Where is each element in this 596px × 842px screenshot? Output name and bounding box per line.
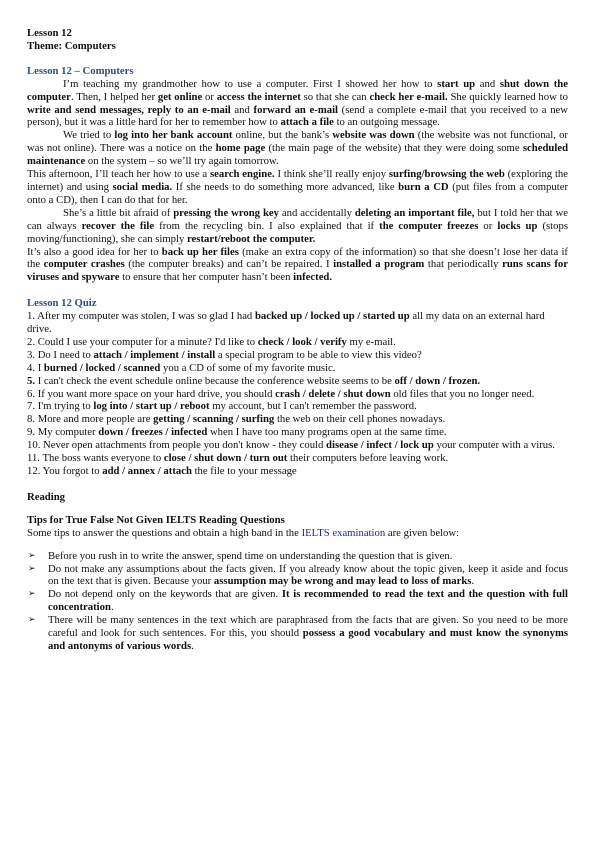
quiz-item — [27, 310, 568, 336]
text-run: Some tips to answer the questions and obtain a high band in the — [27, 526, 302, 539]
bold-phrase: check / look / verify — [257, 335, 347, 348]
text-run: (the main page of the website) that they were doing some — [265, 142, 523, 155]
bold-phrase: 5. — [27, 374, 36, 387]
bold-phrase: log into her bank account — [114, 129, 233, 142]
text-run: old files that you no longer need. — [390, 387, 535, 400]
quiz-item — [27, 349, 568, 362]
document-page — [27, 27, 568, 653]
text-run: but I told her that we can always — [27, 206, 568, 232]
text-run: 8. More and more people are — [27, 413, 154, 426]
text-run: all my data on an external hard drive. — [27, 310, 545, 336]
story-paragraph — [27, 207, 568, 246]
bold-phrase: assumption may be wrong and may lead to loss of marks — [213, 575, 472, 588]
text-run: . — [191, 639, 194, 652]
bold-phrase: locks up — [497, 219, 538, 232]
bold-phrase: attach / implement / install — [93, 348, 216, 361]
story-section — [27, 65, 568, 284]
bold-phrase: runs scans for viruses and spyware — [27, 258, 568, 284]
text-run: 2. Could I use your computer for a minute? I'd like to — [27, 335, 258, 348]
bold-phrase: deleting an important file, — [354, 206, 475, 219]
bold-phrase: add / annex / attach — [102, 465, 192, 477]
quiz-item — [27, 426, 568, 439]
quiz-title: Lesson 12 Quiz — [27, 297, 97, 310]
text-run: It’s also a good idea for her to — [27, 245, 162, 258]
text-run: 7. I'm trying to — [27, 400, 94, 413]
text-run: . Then, I helped her — [70, 90, 158, 103]
bold-phrase: possess a good vocabulary and must know the synonyms and antonyms of various words — [48, 627, 569, 652]
bold-phrase: access the internet — [216, 90, 301, 103]
text-run: I think she’ll really enjoy — [274, 168, 389, 181]
bold-phrase: check her e-mail. — [369, 90, 448, 103]
text-run: to an outgoing message. — [333, 116, 440, 129]
text-run: There will be many sentences in the text which are paraphrased from the facts that are given. So you need to be more careful and look for such sentences. For this, you should — [48, 614, 568, 640]
text-run: the web on their cell phones nowadays. — [274, 413, 446, 426]
story-paragraph — [27, 168, 568, 207]
quiz-list — [27, 310, 568, 478]
bold-phrase: the computer freezes — [379, 219, 479, 232]
bold-phrase: back up her files — [161, 245, 239, 258]
text-run: (the website was not functional, or was not online). There was a notice on the — [27, 129, 568, 155]
arrow-bullet-icon: ➢ — [28, 550, 36, 561]
text-run: 1. After my computer was stolen, I was so glad I had — [27, 310, 255, 323]
bold-phrase: computer crashes — [43, 258, 125, 271]
text-run: 6. If you want more space on your hard drive, you should — [27, 387, 276, 400]
text-run: a special program to be able to view this video? — [215, 348, 422, 361]
text-run: on the system – so we’ll try again tomorrow. — [85, 155, 279, 168]
bold-phrase: burned / locked / scanned — [43, 361, 161, 374]
bold-phrase: recover the file — [81, 219, 155, 232]
text-run: and — [230, 103, 254, 116]
text-run: (put files from a computer onto a CD), then I can do that for her. — [27, 180, 569, 206]
text-run: their computers before leaving work. — [287, 452, 449, 465]
text-run: (send a complete e-mail that you received to a new person), but it was a little hard for her to remember how to — [27, 103, 569, 129]
bold-phrase: search engine. — [209, 168, 275, 181]
bold-phrase: burn a CD — [398, 180, 449, 193]
ielts-link[interactable]: IELTS examination — [301, 526, 386, 539]
text-run: to ensure that her computer hasn’t been — [119, 271, 294, 284]
bold-phrase: scheduled maintenance — [27, 142, 569, 168]
bold-phrase: home page — [215, 142, 266, 155]
text-run: 9. My computer — [27, 426, 99, 439]
text-run: and — [475, 77, 500, 90]
reading-intro — [27, 527, 568, 540]
bold-phrase: crash / delete / shut down — [275, 387, 391, 400]
quiz-item — [27, 465, 568, 478]
bold-phrase: forward an e-mail — [253, 103, 339, 116]
tip-item — [27, 588, 568, 614]
text-run: (stops moving/functioning), she can simply — [27, 219, 568, 245]
tip-item — [27, 563, 568, 589]
text-run: She quickly learned how to — [447, 90, 568, 103]
quiz-item — [27, 388, 568, 401]
text-run: 4. I — [27, 361, 44, 374]
text-run: (make an extra copy of the information) so that she doesn’t lose her data if the — [27, 245, 568, 271]
bold-phrase: disease / infect / lock up — [326, 439, 434, 452]
text-run: or — [202, 90, 217, 103]
text-run: so that she can — [300, 90, 370, 103]
text-run: the file to your message — [191, 465, 297, 477]
text-run: . — [110, 601, 114, 614]
text-run: If she needs to do something more advanced, like — [172, 180, 399, 193]
quiz-item — [27, 452, 568, 465]
text-run: We tried to — [63, 129, 115, 142]
text-run: I’m teaching my grandmother how to use a computer. First I showed her how to — [63, 77, 438, 90]
text-run: your computer with a virus. — [433, 439, 555, 452]
bold-phrase: start up — [437, 77, 476, 90]
text-run: Do not make any assumptions about the facts given. If you already know about the topic given, keep it aside and focus on the text that is given. Because your — [48, 562, 568, 588]
bold-phrase: installed a program — [333, 258, 425, 271]
text-run: and accidentally — [279, 206, 355, 219]
bold-phrase: getting / scanning / surfing — [153, 413, 275, 426]
bold-phrase: off / down / frozen. — [394, 374, 481, 387]
text-run: you a CD of some of my favorite music. — [160, 361, 336, 374]
bold-phrase: pressing the wrong key — [173, 206, 279, 219]
bold-phrase: website was down — [332, 129, 415, 142]
text-run: This afternoon, I’ll teach her how to use a — [27, 168, 210, 181]
story-title: Lesson 12 – Computers — [27, 64, 134, 77]
text-run: when I have too many programs open at the same time. — [207, 426, 447, 439]
bold-phrase: close / shut down / turn out — [163, 452, 288, 465]
reading-section — [27, 491, 568, 653]
story-paragraph — [27, 246, 568, 285]
quiz-item — [27, 413, 568, 426]
text-run: that periodically — [424, 258, 503, 271]
text-run: are given below: — [385, 526, 460, 539]
quiz-section — [27, 297, 568, 478]
text-run: Before you rush in to write the answer, spend time on understanding the question that is given. — [48, 549, 453, 562]
text-run: (the computer breaks) and can’t be repaired. I — [124, 258, 334, 271]
text-run: my account, but I can't remember the password. — [209, 400, 417, 413]
quiz-item — [27, 375, 568, 388]
reading-title: Reading — [27, 490, 66, 503]
bold-phrase: surfing/browsing the web — [388, 168, 505, 181]
bold-phrase: write and send messages, reply to an e-mail — [27, 103, 231, 116]
text-run: (exploring the internet) and using — [27, 168, 569, 193]
lesson-label: Lesson 12 — [27, 27, 72, 39]
tip-item — [27, 614, 568, 653]
quiz-item — [27, 336, 568, 349]
text-run: She’s a little bit afraid of — [63, 206, 174, 219]
quiz-item — [27, 400, 568, 413]
text-run: or — [478, 219, 498, 232]
reading-subtitle: Tips for True False Not Given IELTS Reading Questions — [27, 513, 285, 526]
text-run: 11. The boss wants everyone to — [27, 452, 164, 465]
text-run: my e-mail. — [346, 335, 396, 348]
arrow-bullet-icon: ➢ — [28, 589, 36, 600]
bold-phrase: get online — [157, 90, 203, 103]
tips-list — [27, 550, 568, 653]
bold-phrase: restart/reboot the computer. — [187, 232, 316, 245]
bold-phrase: social media. — [112, 180, 173, 193]
bold-phrase: down / freezes / infected — [98, 426, 208, 439]
text-run: from the recycling bin. I also explained that if — [154, 219, 380, 232]
tip-item — [27, 550, 568, 563]
text-run: Do not depend only on the keywords that are given. — [48, 588, 282, 601]
arrow-bullet-icon: ➢ — [28, 563, 36, 574]
bold-phrase: infected. — [293, 271, 333, 284]
text-run: 10. Never open attachments from people you don't know - they could — [27, 439, 327, 452]
bold-phrase: It is recommended to read the text and the question with full concentration — [48, 588, 568, 614]
arrow-bullet-icon: ➢ — [28, 615, 36, 626]
story-paragraph — [27, 78, 568, 130]
quiz-item — [27, 362, 568, 375]
theme-label: Theme: Computers — [27, 39, 116, 52]
quiz-item — [27, 439, 568, 452]
bold-phrase: attach a file — [280, 116, 334, 129]
text-run: I can't check the event schedule online because the conference website seems to be — [35, 374, 395, 387]
text-run: 12. You forgot to — [27, 465, 103, 477]
story-paragraph — [27, 129, 568, 168]
text-run: online, but the bank’s — [232, 129, 333, 142]
bold-phrase: backed up / locked up / started up — [254, 310, 410, 323]
text-run: 3. Do I need to — [27, 348, 94, 361]
bold-phrase: log into / start up / reboot — [93, 400, 210, 413]
bold-phrase: shut down the computer — [27, 77, 568, 103]
text-run: . — [471, 575, 475, 588]
